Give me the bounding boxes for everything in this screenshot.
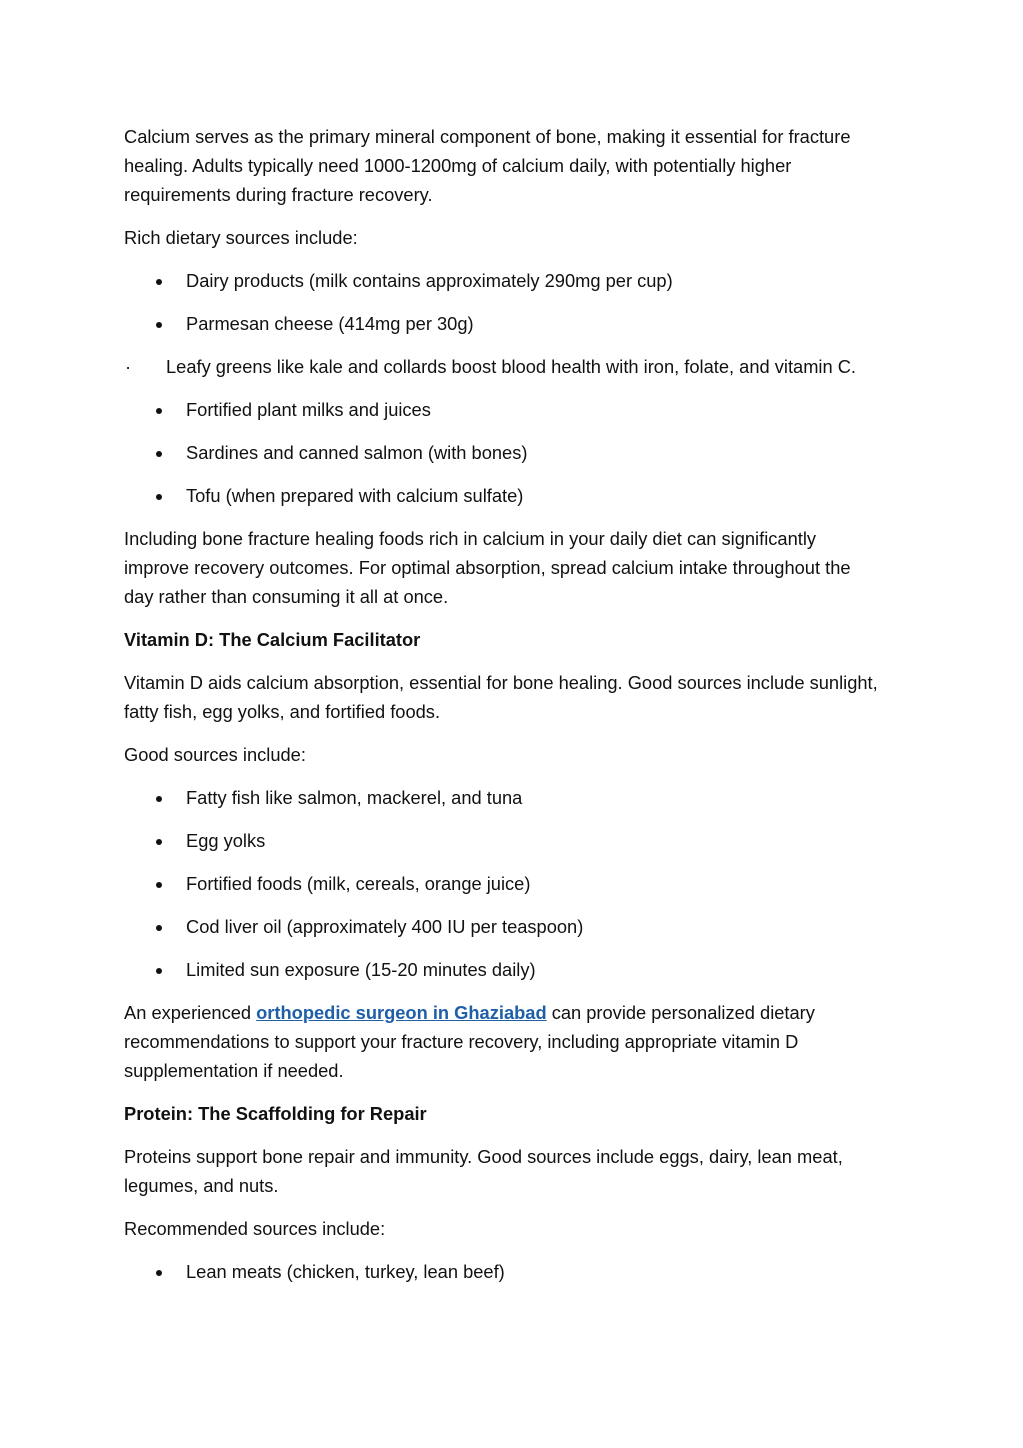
calcium-intro-line-3: requirements during fracture recovery. — [124, 184, 433, 205]
protein-intro-line-2: legumes, and nuts. — [124, 1175, 279, 1196]
calcium-closing-line-2: improve recovery outcomes. For optimal absorption, spread calcium intake throughout the — [124, 557, 851, 578]
bullet-marker — [156, 494, 162, 500]
bullet-marker — [156, 322, 162, 328]
surgeon-paragraph-prefix: An experienced — [124, 1002, 257, 1023]
bullet-marker — [156, 796, 162, 802]
protein-intro-line-1: Proteins support bone repair and immunity. Good sources include eggs, dairy, lean meat, — [124, 1146, 843, 1167]
list-item: Limited sun exposure (15-20 minutes daily) — [186, 959, 536, 980]
list-item: Cod liver oil (approximately 400 IU per teaspoon) — [186, 916, 584, 937]
bullet-marker — [156, 1270, 162, 1276]
list-item: Fortified plant milks and juices — [186, 399, 431, 420]
surgeon-paragraph-suffix: can provide personalized dietary — [546, 1002, 815, 1023]
list-item: Egg yolks — [186, 830, 266, 851]
surgeon-paragraph-line-1 — [124, 1002, 815, 1024]
calcium-closing-line-1: Including bone fracture healing foods rich in calcium in your daily diet can significantly — [124, 528, 817, 549]
calcium-intro-line-2: healing. Adults typically need 1000-1200mg of calcium daily, with potentially higher — [124, 155, 792, 176]
calcium-sources-heading: Rich dietary sources include: — [124, 227, 358, 248]
list-item: Fortified foods (milk, cereals, orange juice) — [186, 873, 531, 894]
bullet-marker — [156, 925, 162, 931]
list-item: Dairy products (milk contains approximately 290mg per cup) — [186, 270, 673, 291]
bullet-marker — [156, 451, 162, 457]
list-item: Sardines and canned salmon (with bones) — [186, 442, 528, 463]
calcium-intro-line-1: Calcium serves as the primary mineral component of bone, making it essential for fracture — [124, 126, 851, 147]
protein-heading: Protein: The Scaffolding for Repair — [124, 1103, 427, 1124]
surgeon-paragraph-line-2: recommendations to support your fracture recovery, including appropriate vitamin D — [124, 1031, 799, 1052]
protein-sources-heading: Recommended sources include: — [124, 1218, 386, 1239]
list-item: Leafy greens like kale and collards boost blood health with iron, folate, and vitamin C. — [166, 356, 857, 377]
vitamin-d-sources-heading: Good sources include: — [124, 744, 306, 765]
bullet-marker — [156, 839, 162, 845]
list-item: Parmesan cheese (414mg per 30g) — [186, 313, 474, 334]
vitamin-d-intro-line-1: Vitamin D aids calcium absorption, essential for bone healing. Good sources include sunlight, — [124, 672, 878, 693]
bullet-marker — [156, 882, 162, 888]
list-item: Tofu (when prepared with calcium sulfate) — [186, 485, 524, 506]
surgeon-paragraph-line-3: supplementation if needed. — [124, 1060, 344, 1081]
bullet-marker — [156, 279, 162, 285]
bullet-marker — [156, 968, 162, 974]
list-item: Fatty fish like salmon, mackerel, and tuna — [186, 787, 523, 808]
middot-marker: · — [125, 356, 132, 377]
orthopedic-surgeon-link[interactable]: orthopedic surgeon in Ghaziabad — [256, 1002, 547, 1023]
vitamin-d-intro-line-2: fatty fish, egg yolks, and fortified foods. — [124, 701, 441, 722]
bullet-marker — [156, 408, 162, 414]
list-item: Lean meats (chicken, turkey, lean beef) — [186, 1261, 505, 1282]
vitamin-d-heading: Vitamin D: The Calcium Facilitator — [124, 629, 421, 650]
calcium-closing-line-3: day rather than consuming it all at once. — [124, 586, 449, 607]
